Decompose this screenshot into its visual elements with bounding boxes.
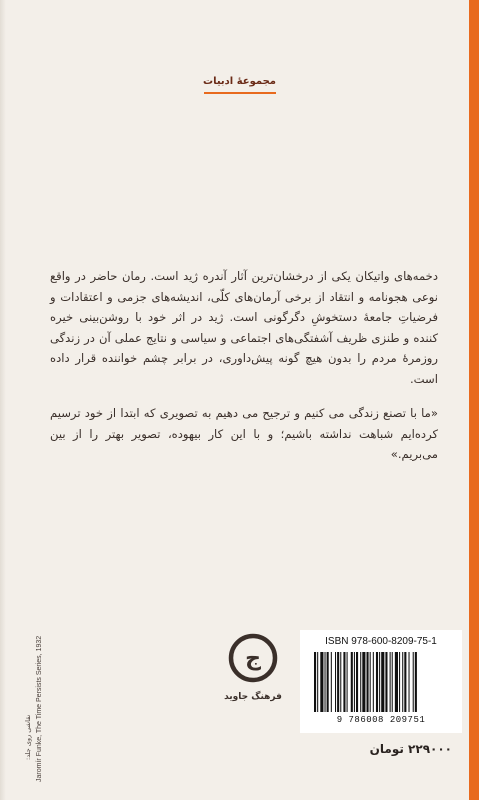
publisher-logo-icon xyxy=(228,633,278,683)
cover-illustrator-credit: نقاشی روی جلد: xyxy=(24,714,32,760)
publisher-logo-glyph: ج xyxy=(245,646,261,671)
isbn-barcode-block xyxy=(300,630,462,733)
series-underline xyxy=(204,92,276,94)
orange-spine-strip xyxy=(469,0,479,800)
page-edge xyxy=(0,0,6,800)
series-label: مجموعهٔ ادبیات xyxy=(203,76,276,87)
blurb-paragraph: دخمه‌های واتیکان یکی از درخشان‌ترین آثار آندره ژید است. رمان حاضر در واقع نوعی هجونامه و انتقاد از برخی آرمان‌های کلّی، اندیشه‌های جزمی و اعتقادات و فرضیاتِ جامعهٔ دستخوشِ دگرگونی است. ژید در اثر خود با روشن‌بینی خیره کننده و طنزی ظریف آشفتگی‌های اجتماعی و سیاسی و نتایج عملی آن در زندگی روزمرهٔ مردم را بدون هیچ گونه پیش‌داوری، در برابر چشم خواننده قرار داده است. xyxy=(50,269,438,386)
blurb-quote: «ما با تصنع زندگی می کنیم و ترجیح می دهیم به تصویری که ابتدا از خود ترسیم کرده‌ایم شباهت نداشته باشیم؛ و با این کار بیهوده، تصویر بهتر را از بین می‌بریم.» xyxy=(50,406,438,461)
barcode-digits: 9 786008 209751 xyxy=(336,715,426,725)
publisher-name: فرهنگ جاوید xyxy=(224,692,282,702)
isbn-label: ISBN 978-600-8209-75-1 xyxy=(325,636,437,647)
barcode-icon xyxy=(312,652,450,712)
price-tag: ۲۲۹۰۰۰ تومان xyxy=(369,742,452,756)
cover-artist-credit: Jaromír Funke, The Time Persists Series, 1932 xyxy=(36,635,43,782)
blurb xyxy=(50,266,438,465)
cover-credit xyxy=(18,582,78,782)
